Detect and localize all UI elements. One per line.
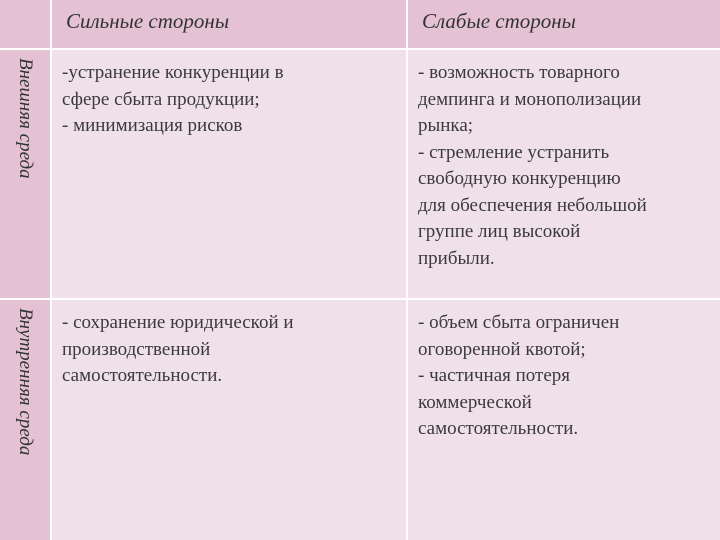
cell-external-weaknesses <box>408 50 720 300</box>
header-weaknesses <box>408 0 720 50</box>
text-line: - минимизация рисков <box>62 115 243 136</box>
text-line: производственной <box>62 338 211 360</box>
text-line: группе лиц высокой <box>418 221 581 242</box>
header-strengths <box>52 0 408 50</box>
text-line: коммерческой <box>418 391 532 413</box>
row-label-internal <box>0 300 52 540</box>
text-line: - сохранение юридической и <box>62 312 294 333</box>
corner-cell <box>0 0 52 50</box>
external-weaknesses-text <box>408 50 720 272</box>
text-line: рынка; <box>418 115 474 136</box>
text-line: -устранение конкуренции в <box>62 62 284 83</box>
text-line: прибыли. <box>418 247 495 269</box>
text-line: для обеспечения небольшой <box>418 194 647 216</box>
cell-external-strengths <box>52 50 408 300</box>
internal-strengths-text <box>52 300 406 390</box>
text-line: - стремление устранить <box>418 141 610 163</box>
text-line: - частичная потеря <box>418 365 571 386</box>
header-weaknesses-label: Слабые стороны <box>422 9 576 33</box>
row-label-internal-text: Внутренняя среда <box>15 308 36 456</box>
text-line: свободную конкуренцию <box>418 168 621 189</box>
text-line: - объем сбыта ограничен <box>418 312 620 333</box>
row-label-external <box>0 50 52 300</box>
row-label-external-text: Внешняя среда <box>15 58 36 179</box>
header-strengths-label: Сильные стороны <box>66 9 230 33</box>
text-line: самостоятельности. <box>62 365 223 386</box>
text-line: демпинга и монополизации <box>418 88 642 110</box>
text-line: оговоренной квотой; <box>418 338 586 360</box>
external-strengths-text <box>52 50 406 140</box>
text-line: - возможность товарного <box>418 62 620 83</box>
cell-internal-weaknesses <box>408 300 720 540</box>
text-line: сфере сбыта продукции; <box>62 88 260 110</box>
text-line: самостоятельности. <box>418 418 579 439</box>
internal-weaknesses-text <box>408 300 720 443</box>
cell-internal-strengths <box>52 300 408 540</box>
